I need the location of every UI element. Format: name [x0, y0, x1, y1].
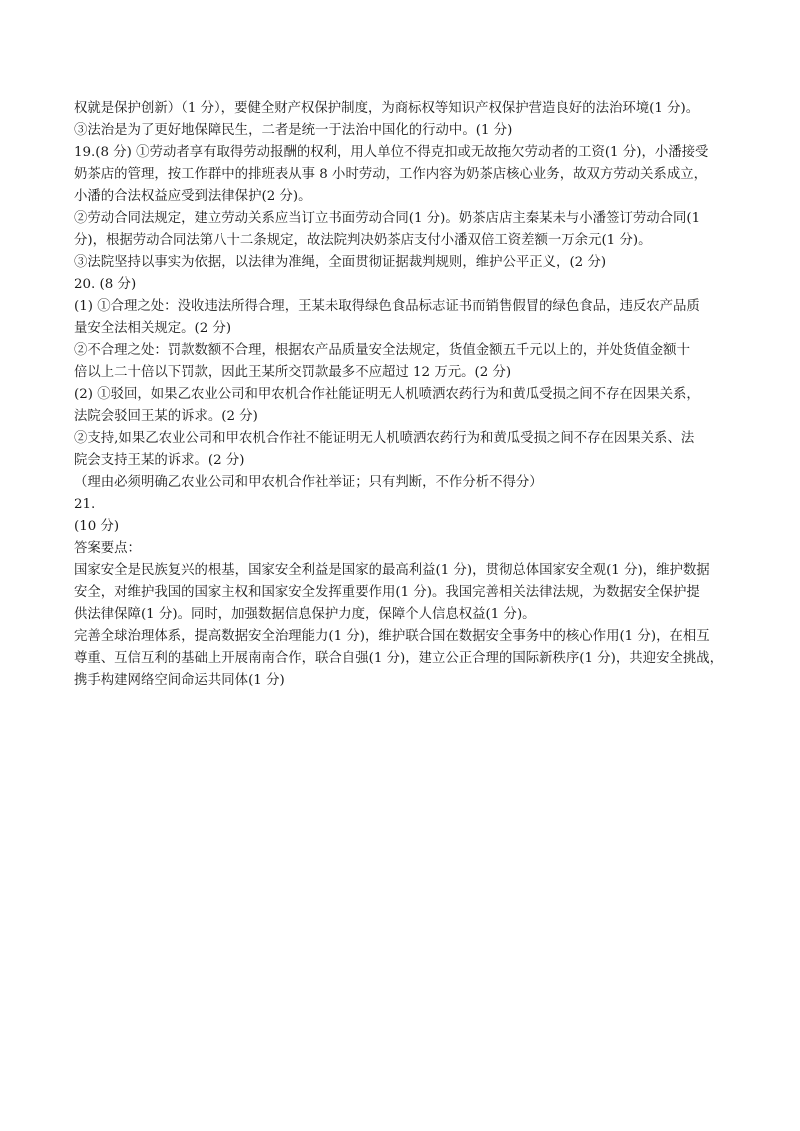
- answer-key-heading: 答案要点：: [74, 541, 141, 556]
- text-line: 安全，对维护我国的国家主权和国家安全发挥重要作用(1 分)。我国完善相关法律法规，为数据安全保护提: [74, 585, 700, 600]
- text-line: 倍以上二十倍以下罚款，因此王某所交罚款最多不应超过 12 万元。(2 分): [74, 365, 512, 380]
- text-line: 小潘的合法权益应受到法律保护(2 分)。: [74, 189, 312, 204]
- text-line: 携手构建网络空间命运共同体(1 分): [74, 673, 285, 688]
- text-line: ②不合理之处：罚款数额不合理，根据农产品质量安全法规定，货值金额五千元以上的，并处货值金额十: [74, 343, 690, 358]
- question-21-heading: 21.: [74, 497, 96, 512]
- text-line: ③法院坚持以事实为依据，以法律为准绳，全面贯彻证据裁判规则，维护公平正义，(2 分): [74, 255, 607, 270]
- text-line: 分)，根据劳动合同法第八十二条规定，故法院判决奶茶店支付小潘双倍工资差额一万余元(1 分)。: [74, 233, 652, 248]
- question-20-heading: 20. (8 分): [74, 277, 137, 292]
- question-21-score: (10 分): [74, 519, 120, 534]
- text-line: 法院会驳回王某的诉求。(2 分): [74, 409, 258, 424]
- text-line: 国家安全是民族复兴的根基，国家安全利益是国家的最高利益(1 分)，贯彻总体国家安全观(1 分)，维护数据: [74, 563, 710, 578]
- text-line: ②支持,如果乙农业公司和甲农机合作社不能证明无人机喷洒农药行为和黄瓜受损之间不存在因果关系、法: [74, 431, 695, 446]
- text-line: (2) ①驳回，如果乙农业公司和甲农机合作社能证明无人机喷洒农药行为和黄瓜受损之间不存在因果关系，: [74, 387, 700, 402]
- text-line: ③法治是为了更好地保障民生，二者是统一于法治中国化的行动中。(1 分): [74, 123, 513, 138]
- text-line: ②劳动合同法规定，建立劳动关系应当订立书面劳动合同(1 分)。奶茶店店主秦某未与小潘签订劳动合同(1: [74, 211, 701, 226]
- question-19-line: 19.(8 分) ①劳动者享有取得劳动报酬的权利，用人单位不得克扣或无故拖欠劳动者的工资(1 分)，小潘接受: [74, 145, 709, 160]
- text-line: 量安全法相关规定。(2 分): [74, 321, 232, 336]
- text-line: 院会支持王某的诉求。(2 分): [74, 453, 245, 468]
- scoring-note: （理由必须明确乙农业公司和甲农机合作社举证；只有判断，不作分析不得分）: [74, 475, 543, 490]
- text-line: (1) ①合理之处：没收违法所得合理，王某未取得绿色食品标志证书而销售假冒的绿色食品，违反农产品质: [74, 299, 700, 314]
- text-line: 尊重、互信互利的基础上开展南南合作，联合自强(1 分)，建立公正合理的国际新秩序(1 分)，共迎安全挑战，: [74, 651, 724, 666]
- text-line: 奶茶店的管理，按工作群中的排班表从事 8 小时劳动，工作内容为奶茶店核心业务，故双方劳动关系成立，: [74, 167, 707, 182]
- answer-document: [74, 98, 734, 692]
- text-line: 供法律保障(1 分)。同时，加强数据信息保护力度，保障个人信息权益(1 分)。: [74, 607, 536, 622]
- text-line: 完善全球治理体系，提高数据安全治理能力(1 分)，维护联合国在数据安全事务中的核心作用(1 分)，在相互: [74, 629, 710, 644]
- text-line: 权就是保护创新）（1 分），要健全财产权保护制度，为商标权等知识产权保护营造良好的法治环境(1 分)。: [74, 101, 700, 116]
